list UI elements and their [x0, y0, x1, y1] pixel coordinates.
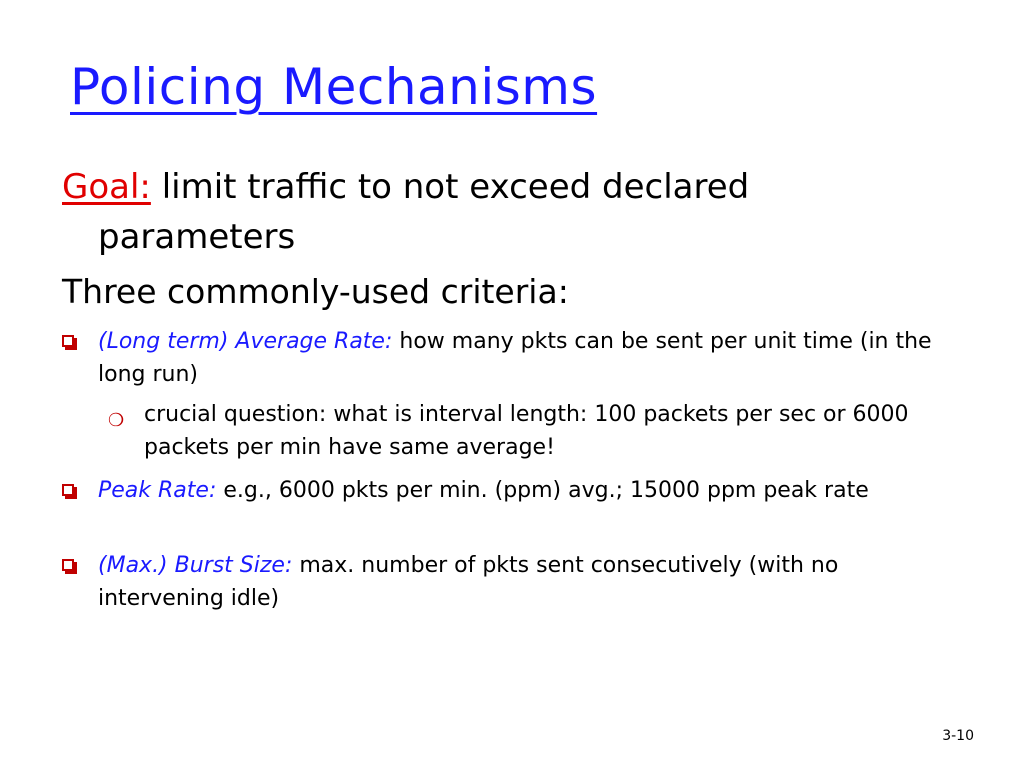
- page-number: 3-10: [942, 728, 974, 744]
- bullet-description: e.g., 6000 pkts per min. (ppm) avg.; 15000 ppm peak rate: [223, 478, 869, 503]
- slide-title: Policing Mechanisms: [70, 58, 598, 116]
- goal-text-line1: limit traffic to not exceed declared: [161, 167, 750, 207]
- bullet-text: [98, 325, 962, 391]
- bullet-term: (Long term) Average Rate:: [98, 329, 393, 354]
- criteria-heading: Three commonly-used criteria:: [62, 272, 569, 311]
- bullet-description: how many pkts can be sent per unit time (in the long run): [98, 329, 932, 387]
- bullet-average-rate: [62, 325, 962, 391]
- goal-text-line2: parameters: [98, 217, 296, 257]
- bullet-burst-size: [62, 549, 962, 615]
- goal-label: Goal:: [62, 167, 151, 207]
- bullet-text: [98, 549, 962, 615]
- sub-bullet-interval: [108, 398, 958, 464]
- bullet-peak-rate: [62, 474, 962, 507]
- bullet-term: (Max.) Burst Size:: [98, 553, 293, 578]
- goal-statement: [62, 162, 962, 262]
- square-bullet-icon: [62, 484, 74, 496]
- circle-bullet-icon: ❍: [108, 410, 125, 431]
- bullet-text: [98, 474, 962, 507]
- square-bullet-icon: [62, 335, 74, 347]
- sub-bullet-text: crucial question: what is interval length: 100 packets per sec or 6000 packets per min have same average!: [144, 402, 909, 460]
- bullet-term: Peak Rate:: [98, 478, 217, 503]
- square-bullet-icon: [62, 559, 74, 571]
- bullet-description: max. number of pkts sent consecutively (with no intervening idle): [98, 553, 839, 611]
